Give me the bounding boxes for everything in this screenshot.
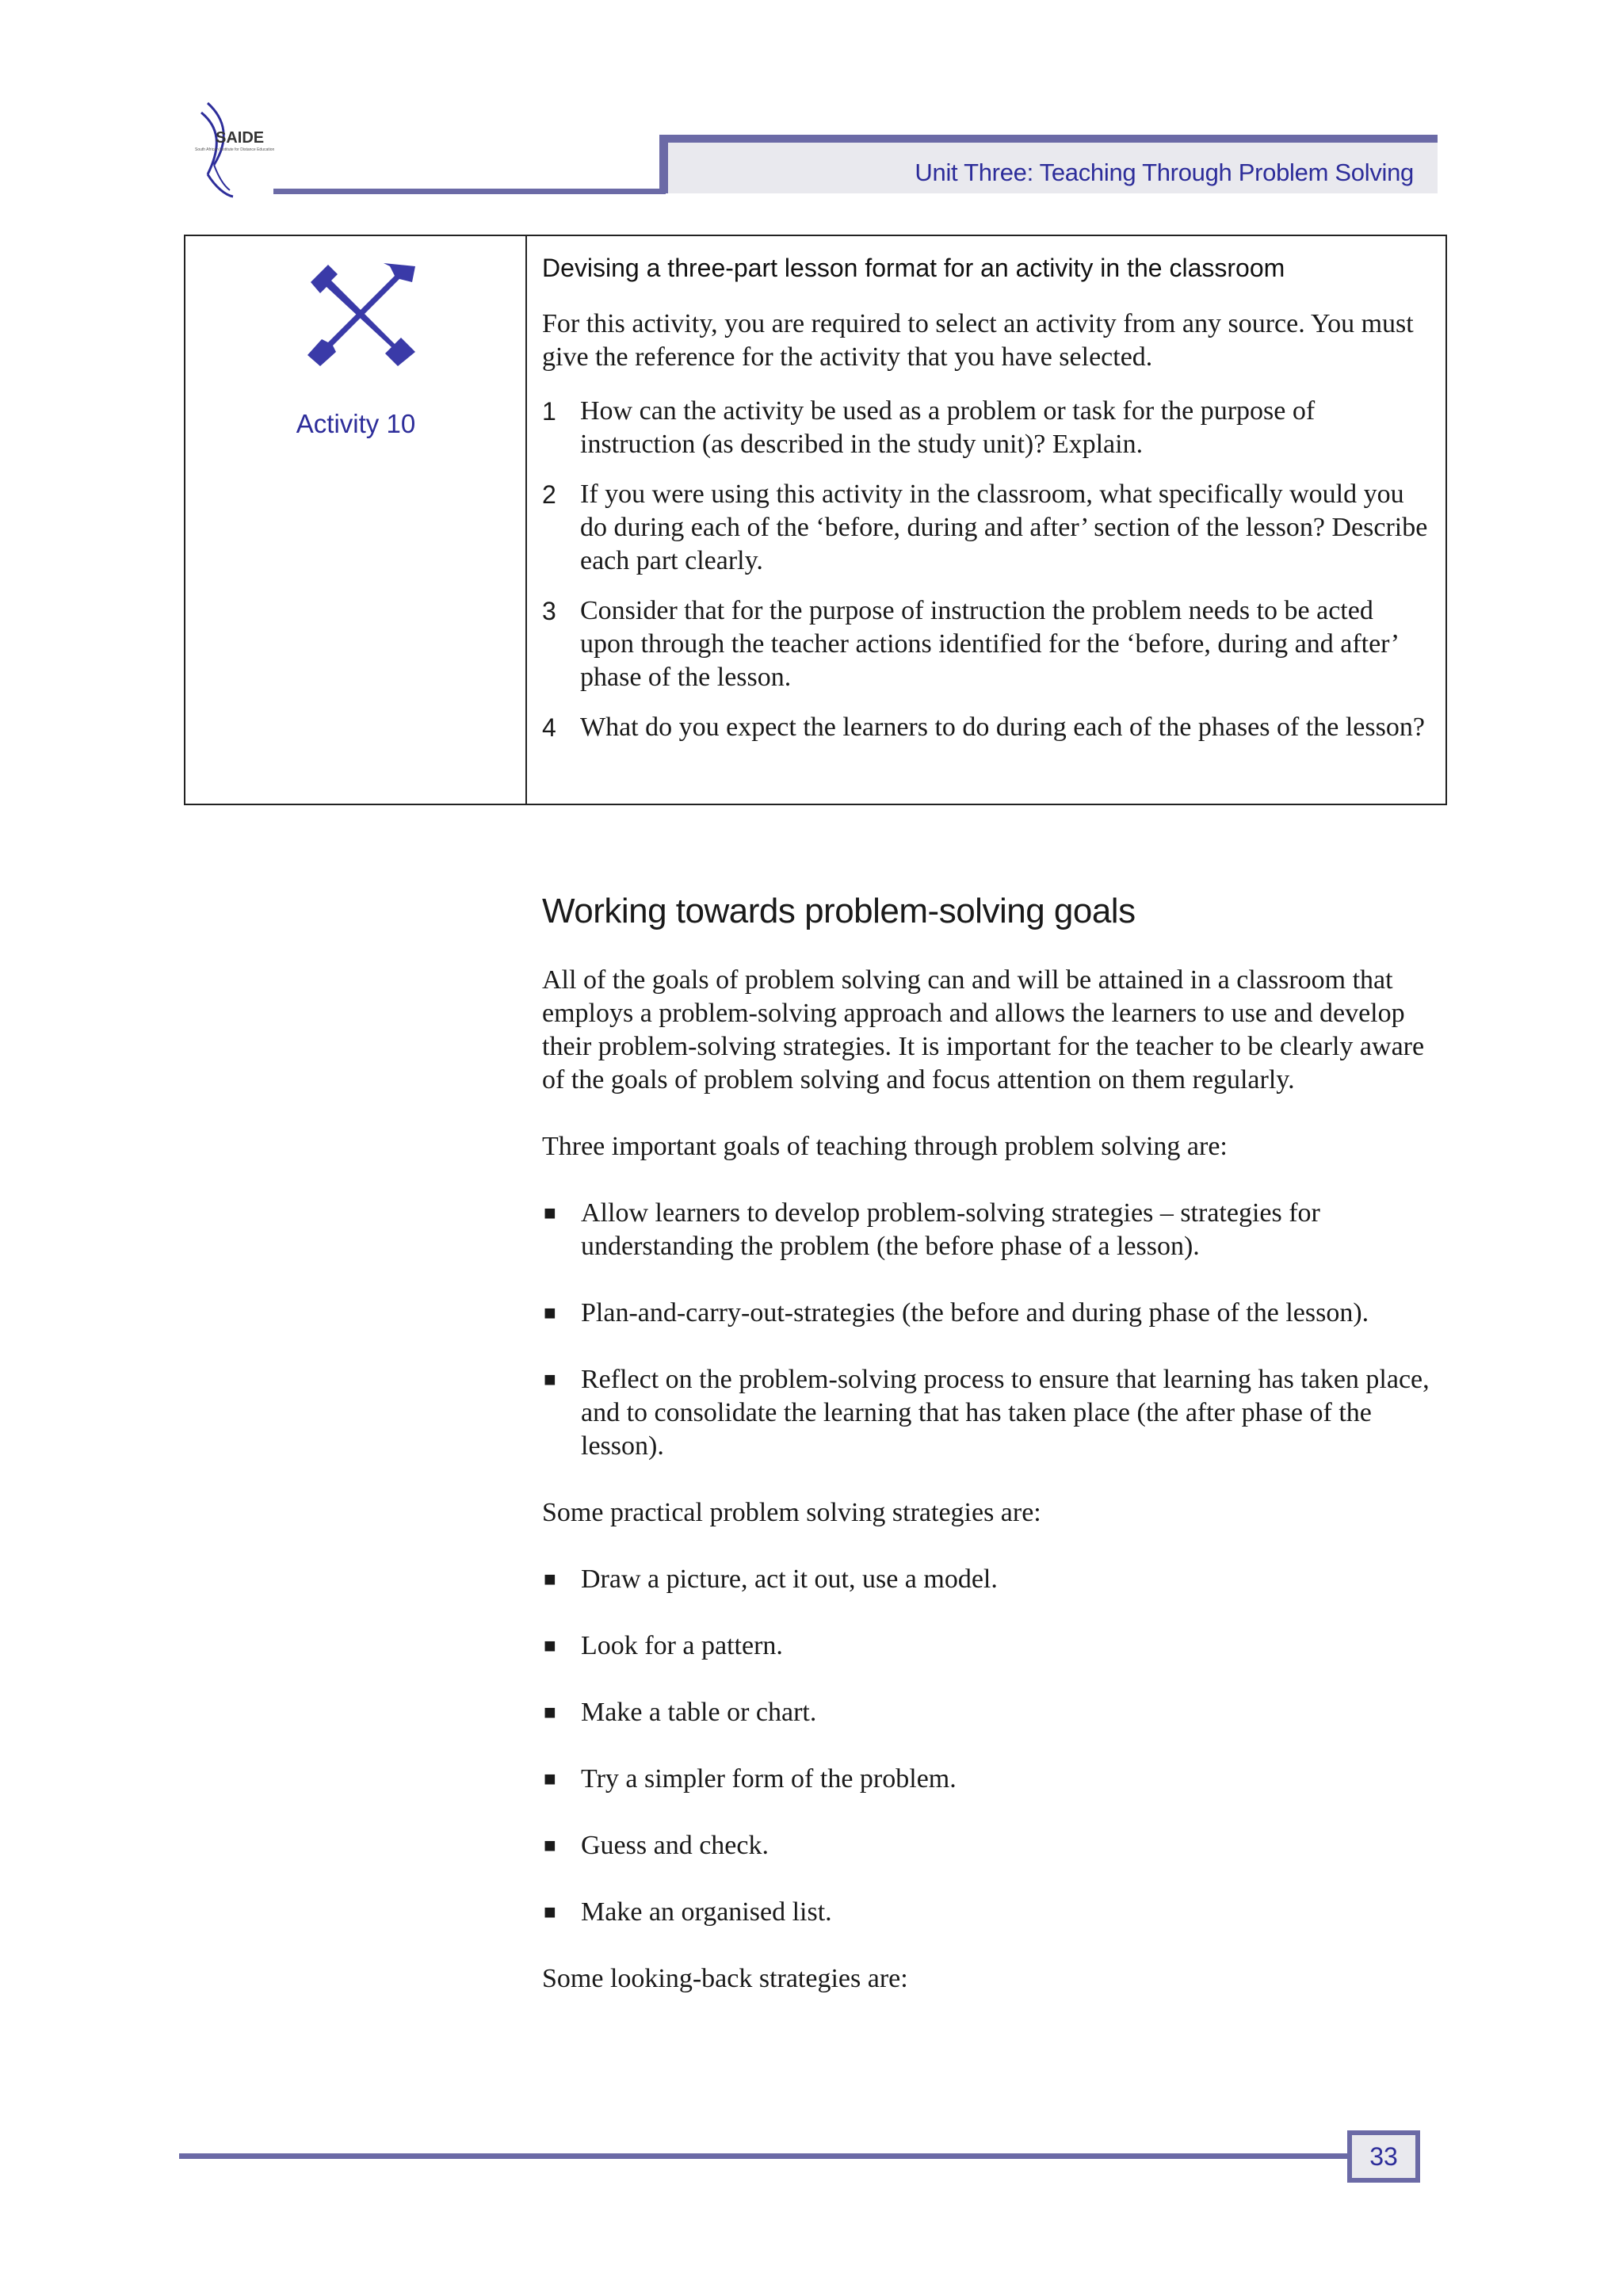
activity-label: Activity 10: [296, 409, 416, 438]
main-section: [542, 889, 1438, 2029]
activity-divider: [525, 236, 527, 804]
bullet-icon: ■: [544, 1701, 556, 1724]
bullet-icon: ■: [544, 1901, 556, 1924]
svg-text:South African Institute for Di: South African Institute for Distance Education: [195, 147, 275, 152]
bullet-text: Try a simpler form of the problem.: [581, 1764, 957, 1794]
strategy-bullet: [542, 1896, 1438, 1929]
bullet-text: Make an organised list.: [581, 1897, 832, 1927]
header-rule: [273, 189, 666, 194]
unit-title: Unit Three: Teaching Through Problem Solving: [915, 159, 1414, 186]
bullet-icon: ■: [544, 1568, 556, 1591]
strategy-bullet: [542, 1829, 1438, 1862]
question-item: [542, 711, 1430, 744]
paragraph: All of the goals of problem solving can and will be attained in a classroom that employs a problem-solving approach and allows the learners to use and develop their problem-solving strategies. It is important for the teacher to be clearly aware of the goals of problem solving and focus attention on them regularly.: [542, 965, 1425, 1095]
activity-box: [184, 235, 1447, 805]
question-number: 2: [542, 480, 556, 509]
question-number: 3: [542, 597, 556, 625]
bullet-icon: ■: [544, 1767, 556, 1790]
saide-logo: [184, 98, 279, 201]
strategy-bullet: [542, 1763, 1438, 1796]
bullet-text: Look for a pattern.: [581, 1631, 783, 1660]
paragraph: Some looking-back strategies are:: [542, 1964, 908, 1993]
question-item: [542, 478, 1430, 578]
bullet-icon: ■: [544, 1634, 556, 1657]
question-text: Consider that for the purpose of instruction the problem needs to be acted upon through the teacher actions identified for the ‘before, during and after’ phase of the lesson.: [580, 596, 1398, 692]
bullet-text: Draw a picture, act it out, use a model.: [581, 1564, 998, 1594]
question-number: 4: [542, 713, 556, 742]
question-item: [542, 594, 1430, 694]
section-title: Working towards problem-solving goals: [542, 892, 1136, 930]
bullet-text: Reflect on the problem-solving process to ensure that learning has taken place, and to consolidate the learning that has taken place (the after phase of the lesson).: [581, 1365, 1430, 1461]
page-number: 33: [1352, 2135, 1415, 2178]
goal-bullet: [542, 1197, 1438, 1263]
activity-heading: Devising a three-part lesson format for an activity in the classroom: [542, 254, 1285, 282]
paragraph: Some practical problem solving strategies are:: [542, 1498, 1041, 1527]
goal-bullet: [542, 1297, 1438, 1330]
bullet-icon: ■: [544, 1368, 556, 1391]
bullet-text: Plan-and-carry-out-strategies (the before and during phase of the lesson).: [581, 1298, 1369, 1328]
strategy-bullet: [542, 1629, 1438, 1663]
tools-icon: [296, 255, 423, 366]
strategy-bullet: [542, 1563, 1438, 1596]
header-tab: [668, 143, 1438, 193]
question-item: [542, 395, 1430, 461]
activity-content: [542, 252, 1430, 761]
activity-intro: For this activity, you are required to select an activity from any source. You must give the reference for the activity that you have selected.: [542, 309, 1414, 372]
goal-bullet: [542, 1363, 1438, 1463]
strategy-bullet: [542, 1696, 1438, 1729]
footer-rule: [179, 2153, 1352, 2159]
question-text: What do you expect the learners to do during each of the phases of the lesson?: [580, 712, 1425, 742]
bullet-icon: ■: [544, 1301, 556, 1324]
question-text: How can the activity be used as a problem or task for the purpose of instruction (as described in the study unit)? Explain.: [580, 396, 1316, 459]
bullet-text: Allow learners to develop problem-solving strategies – strategies for understanding the problem (the before phase of a lesson).: [581, 1198, 1320, 1261]
question-number: 1: [542, 397, 556, 426]
bullet-text: Make a table or chart.: [581, 1698, 817, 1727]
page-number-box: [1347, 2130, 1420, 2183]
bullet-text: Guess and check.: [581, 1831, 769, 1860]
svg-text:SAIDE: SAIDE: [216, 129, 265, 147]
question-text: If you were using this activity in the classroom, what specifically would you do during each of the ‘before, during and after’ section of the lesson? Describe each part clearly.: [580, 479, 1428, 575]
bullet-icon: ■: [544, 1201, 556, 1224]
paragraph: Three important goals of teaching through problem solving are:: [542, 1132, 1228, 1161]
bullet-icon: ■: [544, 1834, 556, 1857]
